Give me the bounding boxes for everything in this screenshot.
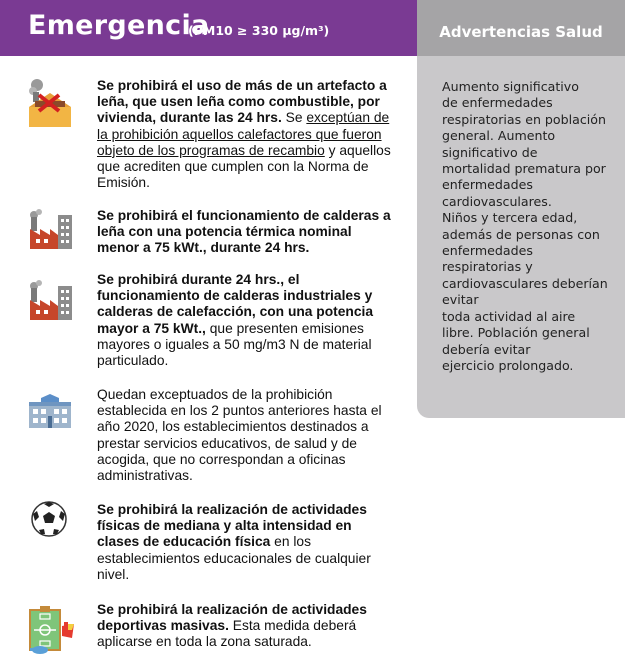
health-warnings-title: Advertencias Salud [439, 23, 603, 41]
page-title: Emergencia [28, 10, 210, 41]
factory-icon [28, 209, 74, 249]
item-bold-text: Se prohibirá la realización de actividades físicas de mediana y alta intensidad en clases de educación física [97, 502, 367, 550]
item-text: que presenten emisiones mayores o iguales a 50 mg/m3 N de material particulado. [97, 320, 372, 369]
item-text: y aquellos que acrediten que cumplen con la Norma de Emisión. [97, 142, 391, 191]
page-subtitle: (PM10 ≥ 330 µg/m³) [188, 23, 330, 38]
item-bold-text: Se prohibirá la realización de actividades deportivas masivas. [97, 602, 367, 634]
school-building-icon [27, 394, 73, 428]
item-text: Quedan exceptuados de la prohibición establecida en los 2 puntos anteriores hasta el año 2020, los establecimientos destinados a prestar servicios educativos, de salud y de acogida, que no correspondan a oficinas administrativas. [97, 387, 382, 484]
wood-stove-prohibited-icon [25, 77, 75, 129]
item-text: Se [281, 110, 307, 126]
item-text: Esta medida deberá aplicarse en toda la zona saturada. [97, 618, 357, 650]
list-item-wood-boilers [97, 208, 397, 257]
item-text: en los establecimientos educacionales de cualquier nivel. [97, 534, 371, 582]
factory-icon [28, 280, 74, 320]
item-bold-text: Se prohibirá el funcionamiento de calderas a leña con una potencia térmica nominal menor a 75 kWt., durante 24 hrs. [97, 208, 391, 256]
list-item-mass-sports [97, 602, 397, 651]
item-bold-text: Se prohibirá durante 24 hrs., el funcionamiento de calderas industriales y calderas de calefacción, con una potencia mayor a 75 kWt., [97, 272, 374, 336]
list-item-industrial-boilers [97, 272, 397, 369]
soccer-ball-icon [30, 500, 68, 538]
item-underlined-text: exceptúan de la prohibición aquellos calefactores que fueron objeto de los programas de recambio [97, 110, 390, 158]
item-bold-text: Se prohibirá el uso de más de un artefacto a leña, que usen leña como combustible, por vivienda, durante las 24 hrs. [97, 78, 387, 126]
list-item-wood-stove [97, 78, 397, 191]
list-item-exceptions [97, 387, 397, 484]
sports-field-whistle-icon [26, 604, 78, 656]
health-warnings-text: Aumento significativo de enfermedades respiratorias en población general. Aumento significativo de mortalidad prematura por enfermedades cardiovasculares. Niños y tercera edad, además de personas con enfermedades respiratorias y cardiovasculares deberían evitar toda actividad al aire libre. Población general debería evitar ejercicio prolongado. [442, 79, 608, 373]
list-item-physical-education [97, 502, 397, 583]
